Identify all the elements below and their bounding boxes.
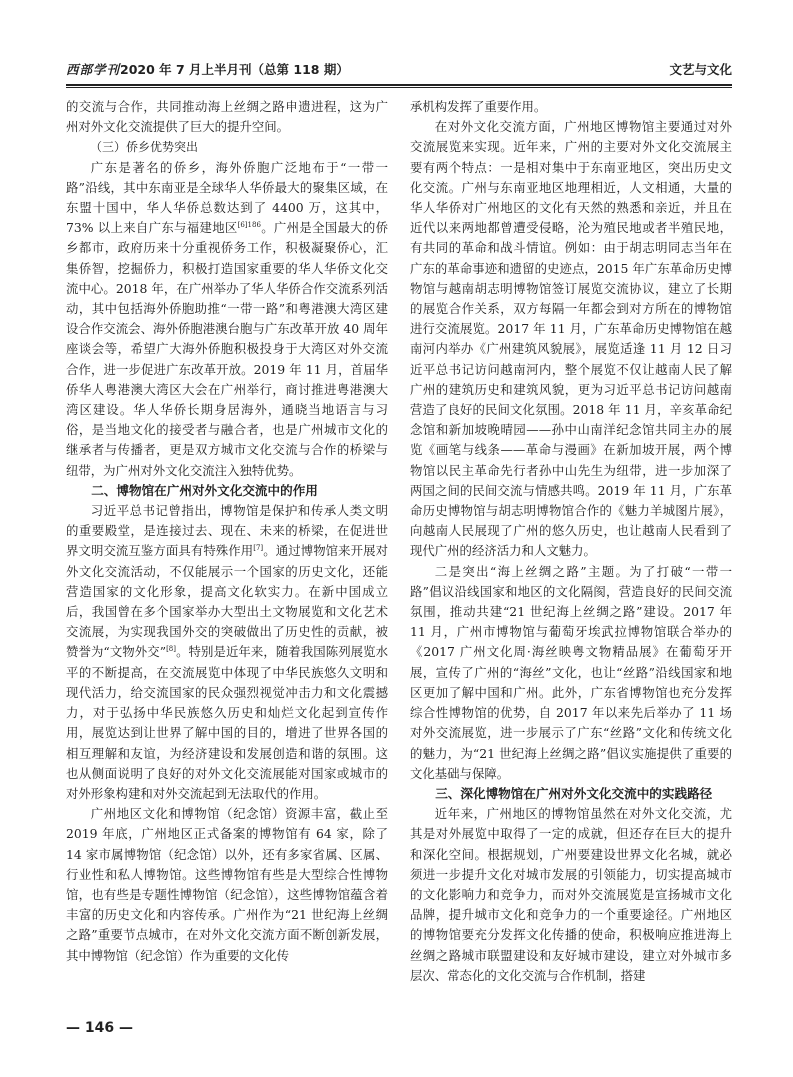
header-rule-thin bbox=[66, 87, 732, 88]
header-rule bbox=[66, 84, 732, 86]
paragraph bbox=[66, 158, 388, 481]
citation: [6]186 bbox=[237, 221, 261, 230]
subsection-heading: （三）侨乡优势突出 bbox=[90, 140, 199, 155]
left-column bbox=[66, 97, 388, 966]
paragraph: 的交流与合作，共同推动海上丝绸之路申遗进程，这为广州对外文化交流提供了巨大的提升空间。 bbox=[66, 99, 388, 135]
right-column bbox=[410, 97, 732, 986]
paragraph: 广州地区文化和博物馆（纪念馆）资源丰富，截止至 2019 年底，广州地区正式备案的博物馆有 64 家，除了 14 家市属博物馆（纪念馆）以外，还有多家省属、区属、行业性和私人博物馆。这些博物馆有些是大型综合性博物馆，也有些是专题性博物馆（纪念馆），这些博物馆蕴含着丰富的历史文化和内容传承。广州作为“21 世纪海上丝绸之路”重要节点城市，在对外文化交流方面不断创新发展，其中博物馆（纪念馆）作为重要的文化传 bbox=[66, 806, 388, 963]
page-number: — 146 — bbox=[66, 1020, 133, 1036]
journal-info bbox=[66, 60, 349, 80]
paragraph: 近年来，广州地区的博物馆虽然在对外文化交流，尤其是对外展览中取得了一定的成就，但还存在巨大的提升和深化空间。根据规划，广州要建设世界文化名城，就必须进一步提升文化对城市发展的引领能力，切实提高城市的文化影响力和竞争力，而对外交流展览是宣扬城市文化品牌，提升城市文化和竞争力的一个重要途径。广州地区的博物馆要充分发挥文化传播的使命，积极响应推进海上丝绸之路城市联盟建设和友好城市建设，建立对外城市多层次、常态化的文化交流与合作机制，搭建 bbox=[410, 806, 732, 983]
paragraph bbox=[66, 501, 388, 804]
paragraph-text: 广东是著名的侨乡，海外侨胞广泛地布于“一带一路”沿线，其中东南亚是全球华人华侨最大的聚集区域，在东盟十国中，华人华侨总数达到了 4400 万，这其中，73% 以上来自广东与福建地区 bbox=[66, 159, 388, 236]
paragraph: 二是突出“海上丝绸之路”主题。为了打破“一带一路”倡议沿线国家和地区的文化隔阂，营造良好的民间交流氛围，推动共建“21 世纪海上丝绸之路”建设。2017 年 11 月，广州市博物馆与葡萄牙埃武拉博物馆联合举办的《2017 广州文化周·海丝映粤文物精品展》在葡萄牙开展，宣传了广州的“海丝”文化，也让“丝路”沿线国家和地区更加了解中国和广州。此外，广东省博物馆也充分发挥综合性博物馆的优势，自 2017 年以来先后举办了 11 场对外交流展览，进一步展示了广东“丝路”文化和传统文化的魅力，为“21 世纪海上丝绸之路”倡议实施提供了重要的文化基础与保障。 bbox=[410, 563, 732, 781]
section-heading: 二、博物馆在广州对外文化交流中的作用 bbox=[91, 482, 318, 498]
paragraph-text: 习近平总书记曾指出，博物馆是保护和传承人类文明的重要殿堂，是连接过去、现在、未来的桥梁，在促进世界文明交流互鉴方面具有特殊作用 bbox=[66, 503, 388, 559]
paragraph-text: 。广州是全国最大的侨乡都市，政府历来十分重视侨务工作，积极凝聚侨心，汇集侨智，挖掘侨力，积极打造国家重要的华人华侨文化交流中心。2018 年，在广州举办了华人华侨合作交流系列活动，其中包括海外侨胞助推“一带一路”和粤港澳大湾区建设合作交流会、海外侨胞港澳台胞与广东改革开放 40 周年座谈会等，希望广大海外侨胞积极投身于大湾区对外交流合作，进一步促进广东改革开放。2019 年 11 月，首届华侨华人粤港澳大湾区大会在广州举行，商讨推进粤港澳大湾区建设。华人华侨长期身居海外，通晓当地语言与习俗，是当地文化的接受者与融合者，也是广州城市文化的继承者与传播者，更是双方城市文化交流与合作的桥梁与纽带，为广州对外文化交流注入独特优势。 bbox=[66, 220, 389, 478]
running-header bbox=[66, 60, 732, 82]
journal-logo: 西部学刊 bbox=[66, 62, 121, 77]
issue-info: 2020 年 7 月上半月刊（总第 118 期） bbox=[120, 62, 349, 77]
citation: [8] bbox=[166, 645, 176, 654]
section-title: 文艺与文化 bbox=[669, 62, 732, 77]
citation: [7] bbox=[253, 544, 264, 553]
section-heading: 三、深化博物馆在广州对外文化交流中的实践路径 bbox=[435, 785, 713, 801]
paragraph-text: 。特别是近年来，随着我国陈列展览水平的不断提高，在交流展览中体现了中华民族悠久文明和现代活力，给交流国家的民众强烈视觉冲击力和文化震撼力，对于弘扬中华民族悠久历史和灿烂文化起到宣传作用，展览达到让世界了解中国的目的，增进了世界各国的相互理解和友谊，为经济建设和发展创造和谐的氛围。这也从侧面说明了良好的对外文化交流展能对国家或城市的对外形象构建和对外交流起到无法取代的作用。 bbox=[66, 644, 389, 801]
paragraph: 承机构发挥了重要作用。 bbox=[410, 99, 547, 114]
paragraph-text: 。通过博物馆来开展对外文化交流活动，不仅能展示一个国家的历史文化，还能营造国家的文化形象，提高文化软实力。在新中国成立后，我国曾在多个国家举办大型出土文物展览和文化艺术交流展，为实现我国外交的突破做出了历史性的贡献，被赞誉为“文物外交” bbox=[66, 543, 389, 660]
paragraph: 在对外文化交流方面，广州地区博物馆主要通过对外交流展览来实现。近年来，广州的主要对外文化交流展主要有两个特点：一是相对集中于东南亚地区，突出历史文化交流。广州与东南亚地区地理相近，人文相通，大量的华人华侨对广州地区的文化有天然的熟悉和亲近，并且在近代以来两地都曾遭受侵略，沦为殖民地或者半殖民地，有共同的革命和战斗情谊。例如：由于胡志明同志当年在广东的革命事迹和遗留的史迹点，2015 年广东革命历史博物馆与越南胡志明博物馆签订展览交流协议，建立了长期的展览合作关系，双方每隔一年都会到对方所在的博物馆进行交流展览。2017 年 11 月，广东革命历史博物馆在越南河内举办《广州建筑风貌展》，展览适逢 11 月 12 日习近平总书记访问越南河内，整个展览不仅让越南人民了解广州的建筑历史和建筑风貌，更为习近平总书记访问越南营造了良好的民间文化氛围。2018 年 11 月，辛亥革命纪念馆和新加坡晚晴园——孙中山南洋纪念馆共同主办的展览《画笔与线条——革命与漫画》在新加坡开展，两个博物馆以民主革命先行者孙中山先生为纽带，进一步加深了两国之间的民间交流与情感共鸣。2019 年 11 月，广东革命历史博物馆与胡志明博物馆合作的《魅力羊城图片展》，向越南人民展现了广州的悠久历史，也让越南人民看到了现代广州的经济活力和人文魅力。 bbox=[410, 119, 732, 559]
